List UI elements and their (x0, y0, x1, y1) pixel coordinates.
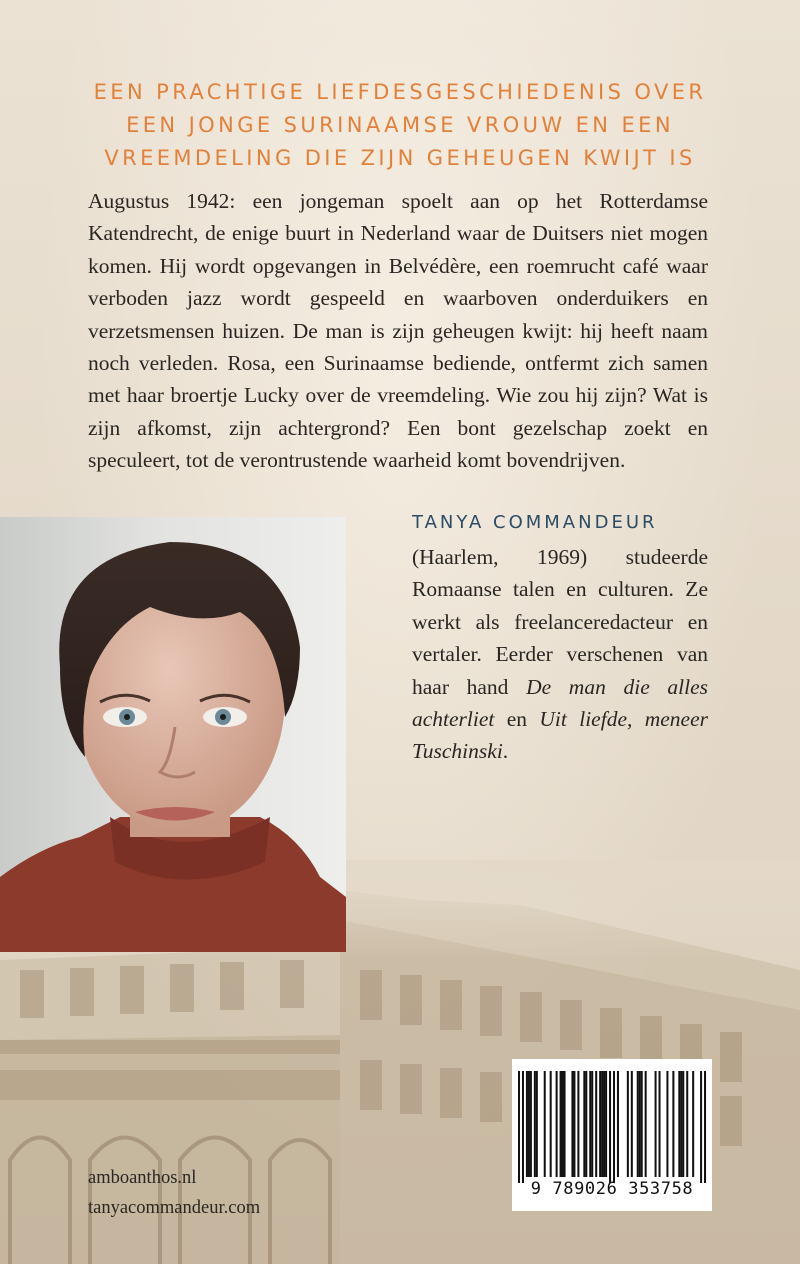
barcode-bar (530, 1071, 532, 1177)
barcode-bar (605, 1071, 607, 1177)
barcode-bar (678, 1071, 680, 1177)
author-bio-text: (Haarlem, 1969) studeerde Romaanse talen en culturen. Ze werkt als freelanceredacteur en vertaler. Eerder verschenen van haar hand (412, 545, 708, 699)
barcode-bar (672, 1071, 674, 1177)
barcode-bar (571, 1071, 573, 1177)
tagline-line-3: VREEMDELING DIE ZIJN GEHEUGEN KWIJT IS (104, 146, 696, 170)
author-bio-end: . (502, 739, 509, 764)
barcode-bar (631, 1071, 633, 1177)
barcode-bar (577, 1071, 579, 1177)
book-title-1: De man die alles achterliet (412, 674, 709, 732)
publisher-website: amboanthos.nl (88, 1168, 197, 1188)
author-bio-conjunction: en (494, 707, 540, 732)
barcode-bar (564, 1071, 566, 1177)
barcode-bar (613, 1071, 615, 1183)
barcode-bar (585, 1071, 587, 1177)
isbn-barcode (512, 1059, 712, 1211)
barcode-bar (639, 1071, 641, 1177)
barcode-bar (700, 1071, 702, 1183)
author-website: tanyacommandeur.com (88, 1198, 261, 1218)
barcode-bar (682, 1071, 684, 1177)
barcode-bar (583, 1071, 585, 1177)
author-bio (412, 541, 708, 768)
barcode-bar (641, 1071, 643, 1177)
barcode-bar (562, 1071, 564, 1177)
barcode-bar (560, 1071, 562, 1177)
tagline-line-1: EEN PRACHTIGE LIEFDESGESCHIEDENIS OVER (93, 80, 707, 104)
tagline (0, 76, 800, 175)
barcode-bar (645, 1071, 647, 1177)
barcode-bar (692, 1071, 694, 1177)
barcode-bar (526, 1071, 528, 1177)
barcode-bar (550, 1071, 552, 1177)
isbn-number: 9 789026 353758 (530, 1179, 694, 1199)
barcode-bar (603, 1071, 605, 1177)
barcode-bar (534, 1071, 536, 1177)
barcode-bar (599, 1071, 601, 1177)
barcode-bar (655, 1071, 657, 1177)
barcode-bar (659, 1071, 661, 1177)
barcode-bar (627, 1071, 629, 1177)
book-title-2: Uit liefde, meneer Tuschinski (412, 707, 708, 764)
barcode-bar (617, 1071, 619, 1177)
barcode-bar (536, 1071, 538, 1177)
barcode-bar (591, 1071, 593, 1177)
barcode-bar (680, 1071, 682, 1177)
book-blurb: Augustus 1942: een jongeman spoelt aan op het Rotterdamse Katendrecht, de enige buurt in Nederland waar de Duitsers niet mogen komen. Hij wordt opgevangen in Belvédère, een roemrucht café waar verboden jazz wordt gespeeld en waarboven onderduikers en verzetsmensen huizen. De man is zijn geheugen kwijt: hij heeft naam noch verleden. Rosa, een Surinaamse bediende, ontfermt zich samen met haar broertje Lucky over de vreemdeling. Wie zou hij zijn? Wat is zijn afkomst, zijn achtergrond? Een bont gezelschap zoekt en speculeert, tot de verontrustende waarheid komt bovendrijven. (88, 189, 708, 473)
barcode-bar (522, 1071, 524, 1183)
barcode-bar (595, 1071, 597, 1177)
barcode-bar (637, 1071, 639, 1177)
barcode-bar (544, 1071, 546, 1177)
barcode-bar (589, 1071, 591, 1177)
barcode-bar (601, 1071, 603, 1177)
barcode-bar (556, 1071, 558, 1177)
barcode-bar (528, 1071, 530, 1177)
barcode-bar (573, 1071, 575, 1177)
barcode-bar (518, 1071, 520, 1183)
barcode-bar (686, 1071, 688, 1177)
barcode-bar (609, 1071, 611, 1183)
author-photo (0, 517, 346, 952)
barcode-bar (666, 1071, 668, 1177)
author-name: TANYA COMMANDEUR (412, 512, 658, 533)
website-links (88, 1163, 260, 1223)
barcode-bar (704, 1071, 706, 1183)
tagline-line-2: EEN JONGE SURINAAMSE VROUW EN EEN (126, 113, 674, 137)
